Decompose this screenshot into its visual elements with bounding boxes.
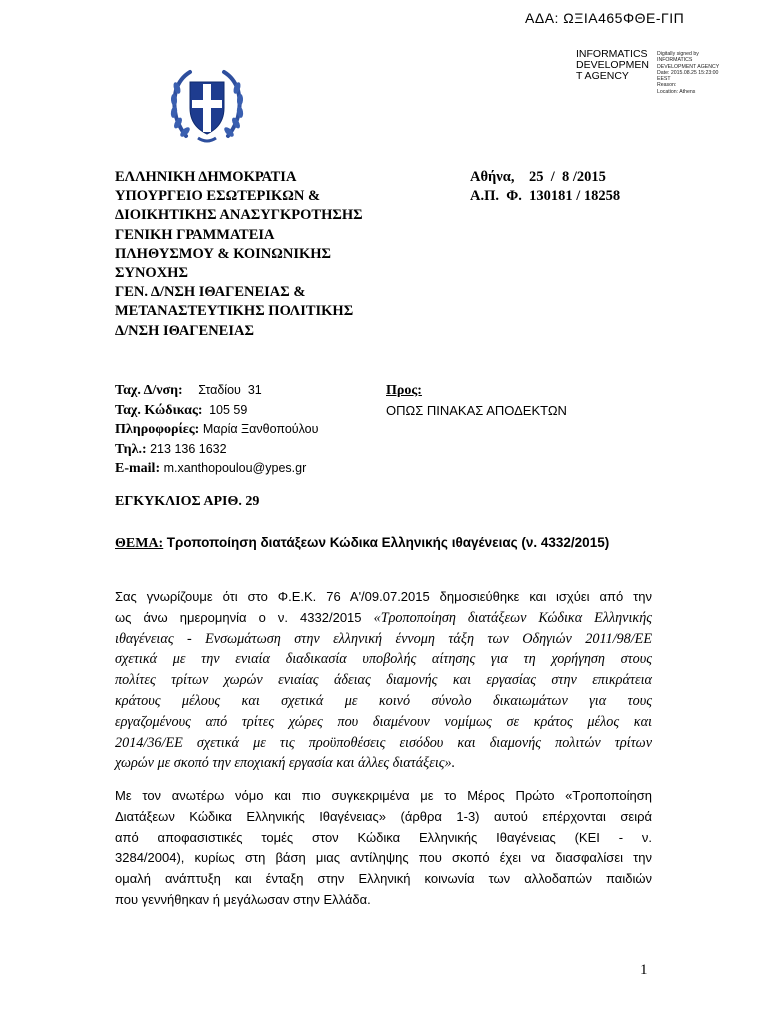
paragraph-line bbox=[115, 733, 652, 754]
page-number: 1 bbox=[640, 962, 648, 978]
paragraph-line bbox=[115, 608, 652, 629]
contact-value: 213 136 1632 bbox=[150, 441, 227, 456]
paragraph-line bbox=[115, 753, 652, 774]
issuing-authority bbox=[115, 168, 363, 341]
protocol-number: Α.Π. Φ. 130181 / 18258 bbox=[470, 188, 621, 205]
law-title-text: σχετικά με την ενιαία διαδικασία υποβολής αίτησης για τη χορήγηση στους bbox=[115, 651, 652, 668]
paragraph-2 bbox=[115, 786, 652, 911]
signature-detail-line: Location: Athens bbox=[657, 88, 696, 95]
signature-detail-line: Reason: bbox=[657, 82, 677, 89]
contact-details bbox=[115, 381, 318, 479]
recipient-value: ΟΠΩΣ ΠΙΝΑΚΑΣ ΑΠΟΔΕΚΤΩΝ bbox=[386, 402, 567, 418]
recipient-label: Προς: bbox=[386, 383, 422, 398]
paragraph-line: ομαλή ανάπτυξη και ένταξη στην Ελληνική κοινωνία των αλλοδαπών παιδιών bbox=[115, 871, 652, 887]
paragraph-line: Σας γνωρίζουμε ότι στο Φ.Ε.Κ. 76 Α'/09.07.2015 δημοσιεύθηκε και ισχύει από την bbox=[115, 589, 652, 604]
authority-line: ΓΕΝΙΚΗ ΓΡΑΜΜΑΤΕΙΑ bbox=[115, 226, 275, 243]
paragraph-line bbox=[115, 691, 652, 712]
recipient-block bbox=[386, 381, 567, 420]
authority-line: Δ/ΝΣΗ ΙΘΑΓΕΝΕΙΑΣ bbox=[115, 322, 254, 339]
authority-line: ΜΕΤΑΝΑΣΤΕΥΤΙΚΗΣ ΠΟΛΙΤΙΚΗΣ bbox=[115, 303, 354, 320]
contact-label: Ταχ. Δ/νση: bbox=[115, 383, 183, 398]
law-title-text: πολίτες τρίτων χωρών ενιαίας άδειας διαμονής και εργασίας στην επικράτεια bbox=[115, 672, 652, 689]
paragraph-line: Διατάξεων Κώδικα Ελληνικής Ιθαγένειας» (άρθρα 1-3) αυτού επέρχονται σειρά bbox=[115, 808, 652, 824]
authority-line: ΓΕΝ. Δ/ΝΣΗ ΙΘΑΓΕΝΕΙΑΣ & bbox=[115, 284, 306, 301]
paragraph-line bbox=[115, 649, 652, 670]
signature-detail-line: DEVELOPMENT AGENCY bbox=[657, 63, 720, 70]
circular-number: ΕΓΚΥΚΛΙΟΣ ΑΡΙΘ. 29 bbox=[115, 494, 260, 509]
paragraph-line bbox=[115, 712, 652, 733]
contact-email-link[interactable]: m.xanthopoulou@ypes.gr bbox=[163, 461, 307, 475]
digital-signature-details bbox=[657, 51, 757, 95]
paragraph-line: 3284/2004), κυρίως στη βάση μιας αντίληψης που σκοπό έχει να διασφαλίσει την bbox=[115, 850, 652, 866]
signature-org-line: T AGENCY bbox=[576, 70, 629, 82]
signature-org-line: INFORMATICS bbox=[576, 48, 648, 60]
contact-label: E-mail: bbox=[115, 461, 161, 476]
signature-detail-line: Date: 2015.08.25 15:23:00 bbox=[657, 69, 719, 76]
authority-line: ΥΠΟΥΡΓΕΙΟ ΕΣΩΤΕΡΙΚΩΝ & bbox=[115, 188, 321, 205]
signature-org-line: DEVELOPMEN bbox=[576, 59, 649, 71]
contact-value: Μαρία Ξανθοπούλου bbox=[202, 422, 319, 436]
paragraph-line: που γεννήθηκαν ή μεγάλωσαν στην Ελλάδα. bbox=[115, 891, 371, 907]
paragraph-line bbox=[115, 670, 652, 691]
signature-detail-line: Digitally signed by bbox=[657, 51, 699, 57]
authority-line: ΣΥΝΟΧΗΣ bbox=[115, 265, 188, 282]
paragraph-line: Με τον ανωτέρω νόμο και πιο συγκεκριμένα με το Μέρος Πρώτο «Τροποποίηση bbox=[115, 788, 652, 803]
contact-value: Σταδίου 31 bbox=[198, 383, 262, 397]
law-title-text: εργαζομένους από τρίτες χώρες που διαμένουν νομίμως σε κράτος μέλος και bbox=[115, 713, 652, 730]
law-title-text: «Τροποποίηση διατάξεων Κώδικα Ελληνικής bbox=[373, 609, 652, 626]
ada-code: ΑΔΑ: ΩΞΙΑ465ΦΘΕ-ΓΙΠ bbox=[525, 10, 685, 26]
subject-text: Τροποποίηση διατάξεων Κώδικα Ελληνικής ιθαγένειας (ν. 4332/2015) bbox=[166, 535, 610, 550]
contact-address bbox=[115, 381, 318, 401]
authority-line: ΕΛΛΗΝΙΚΗ ΔΗΜΟΚΡΑΤΙΑ bbox=[115, 169, 297, 185]
law-title-text: χωρών με σκοπό την εποχιακή εργασία και άλλες διατάξεις». bbox=[115, 755, 456, 772]
authority-line: ΔΙΟΙΚΗΤΙΚΗΣ ΑΝΑΣΥΓΚΡΟΤΗΣΗΣ bbox=[115, 207, 363, 224]
contact-email bbox=[115, 459, 318, 479]
date-protocol-block bbox=[470, 168, 620, 206]
authority-line: ΠΛΗΘΥΣΜΟΥ & ΚΟΙΝΩΝΙΚΗΣ bbox=[115, 245, 332, 262]
contact-postcode bbox=[115, 401, 318, 421]
law-title-text: ιθαγένειας - Ενσωμάτωση στην ελληνική έννομη τάξη των Οδηγιών 2011/98/ΕΕ bbox=[115, 630, 652, 647]
paragraph-line-text: ως άνω ημερομηνία ο ν. 4332/2015 bbox=[115, 609, 374, 625]
subject-line bbox=[115, 535, 609, 552]
law-title-text: 2014/36/ΕΕ σχετικά με τις προϋποθέσεις εισόδου και διαμονής πολιτών τρίτων bbox=[115, 734, 652, 751]
law-title-text: κράτους μέλους και σχετικά με κοινό σύνολο δικαιωμάτων για τους bbox=[115, 692, 652, 709]
contact-phone bbox=[115, 440, 318, 460]
contact-label: Πληροφορίες: bbox=[115, 422, 200, 437]
contact-value: 105 59 bbox=[209, 402, 248, 417]
digital-signature-org bbox=[576, 49, 661, 82]
signature-detail-line: EEST bbox=[657, 76, 671, 83]
paragraph-line: από αποφασιστικές τομές στον Κώδικα Ελληνικής Ιθαγένειας (ΚΕΙ - ν. bbox=[115, 829, 652, 845]
paragraph-line bbox=[115, 629, 652, 650]
contact-label: Τηλ.: bbox=[115, 441, 147, 457]
contact-label: Ταχ. Κώδικας: bbox=[115, 402, 203, 418]
document-date: Αθήνα, 25 / 8 /2015 bbox=[470, 169, 606, 185]
subject-label: ΘΕΜΑ: bbox=[115, 536, 164, 551]
signature-detail-line: INFORMATICS bbox=[657, 57, 693, 64]
contact-info bbox=[115, 420, 318, 440]
greek-coat-of-arms-icon bbox=[168, 66, 246, 146]
paragraph-1 bbox=[115, 587, 652, 774]
